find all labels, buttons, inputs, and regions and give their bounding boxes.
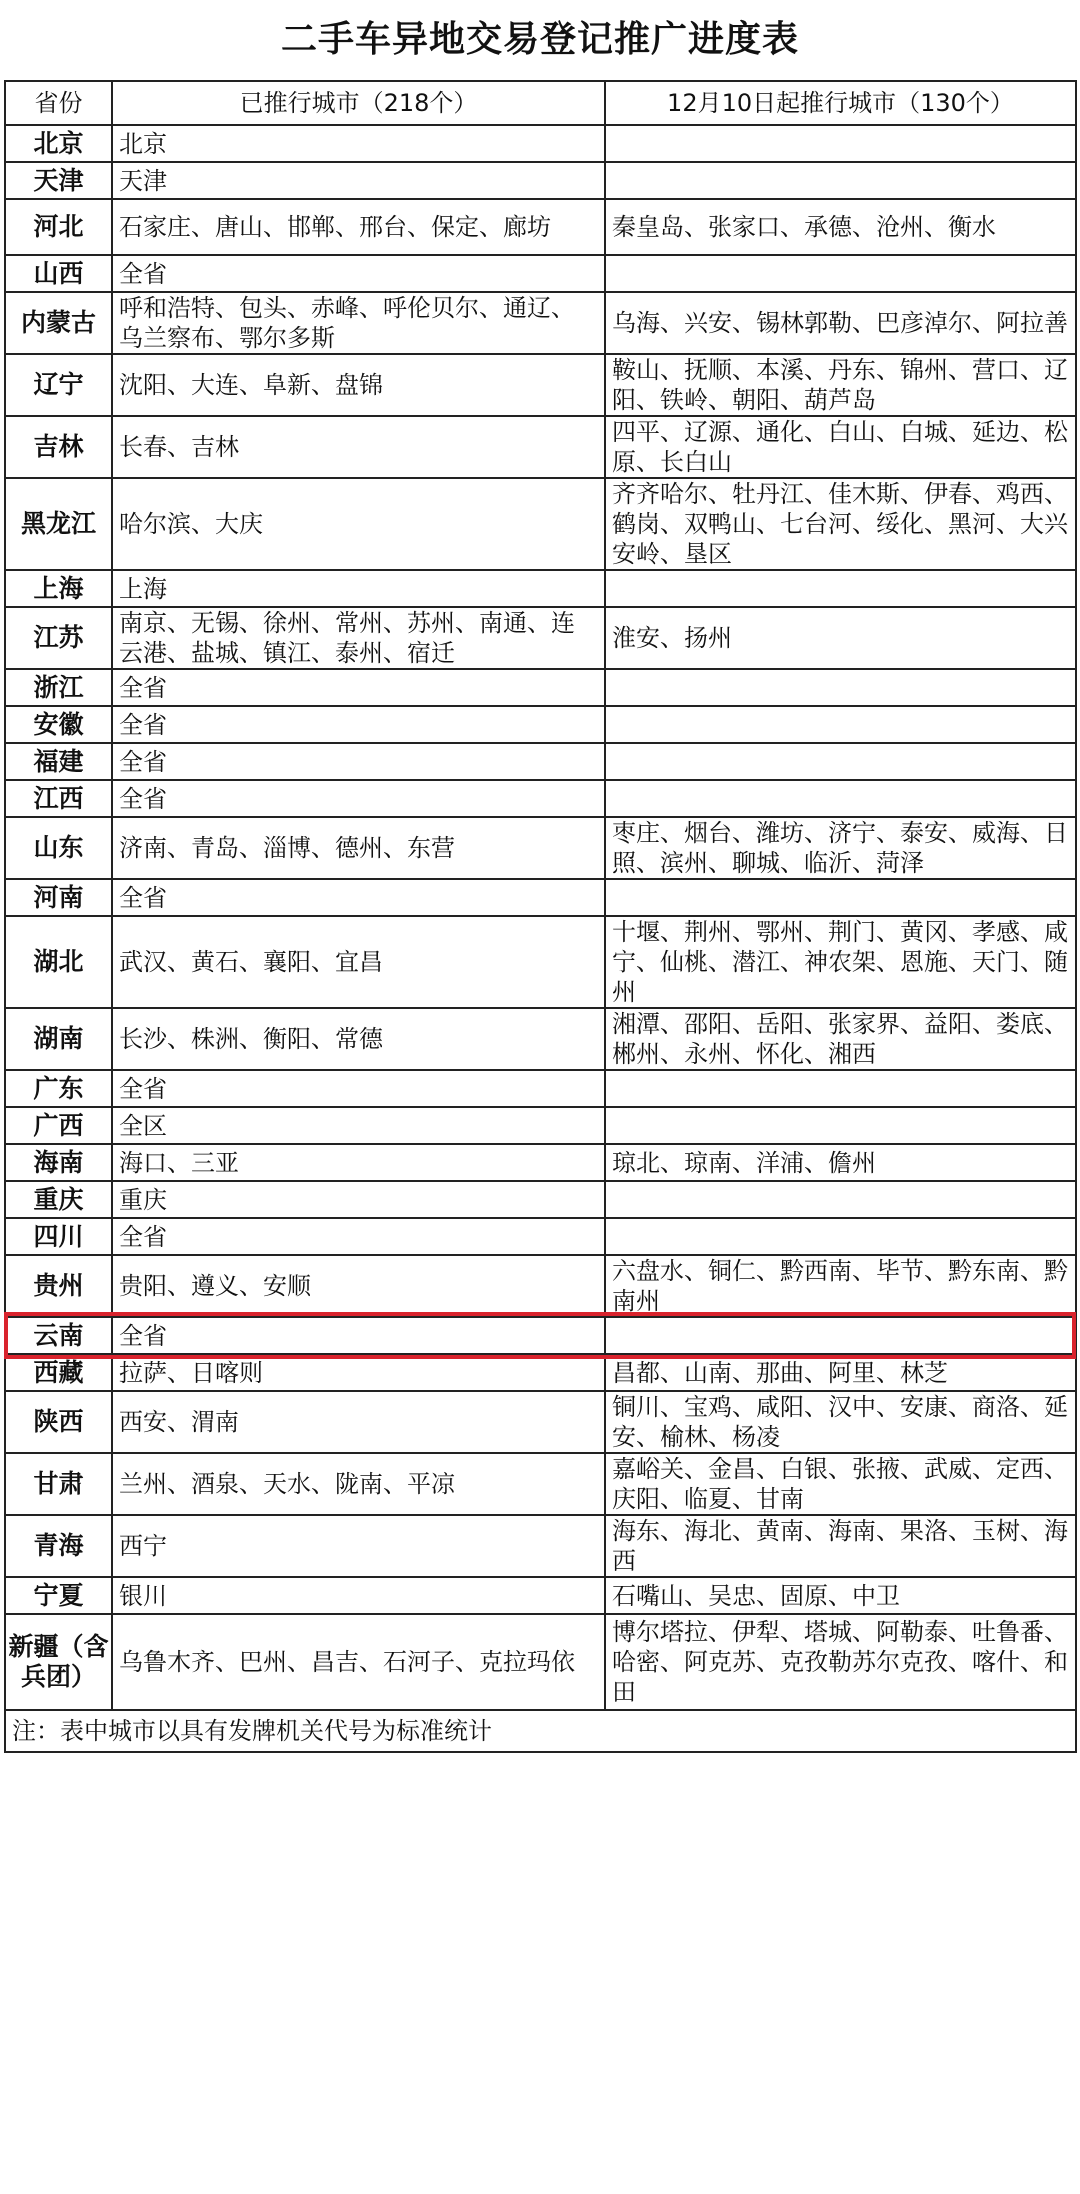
- province-cell: 福建: [5, 743, 112, 780]
- upcoming-cities-cell: [605, 255, 1076, 292]
- province-cell: 内蒙古: [5, 292, 112, 354]
- province-cell: 新疆（含兵团）: [5, 1614, 112, 1710]
- province-cell: 海南: [5, 1144, 112, 1181]
- done-cities-cell: 天津: [112, 162, 605, 199]
- done-cities-cell: 西安、渭南: [112, 1391, 605, 1453]
- table-row: [5, 162, 1076, 199]
- upcoming-cities-cell: [605, 669, 1076, 706]
- table-note: 注：表中城市以具有发牌机关代号为标准统计: [5, 1710, 1076, 1752]
- upcoming-cities-cell: 昌都、山南、那曲、阿里、林芝: [605, 1354, 1076, 1391]
- table-row: [5, 706, 1076, 743]
- done-cities-cell: 长沙、株洲、衡阳、常德: [112, 1008, 605, 1070]
- table-row: [5, 743, 1076, 780]
- province-cell: 天津: [5, 162, 112, 199]
- table-row: [5, 780, 1076, 817]
- upcoming-cities-cell: [605, 162, 1076, 199]
- done-cities-cell: 全省: [112, 1218, 605, 1255]
- province-cell: 湖北: [5, 916, 112, 1008]
- promotion-progress-table: [4, 80, 1077, 1753]
- table-row: [5, 1453, 1076, 1515]
- table-row: [5, 354, 1076, 416]
- upcoming-cities-cell: 海东、海北、黄南、海南、果洛、玉树、海西: [605, 1515, 1076, 1577]
- table-row: [5, 879, 1076, 916]
- province-cell: 吉林: [5, 416, 112, 478]
- upcoming-cities-cell: [605, 706, 1076, 743]
- province-cell: 贵州: [5, 1255, 112, 1317]
- table-row: [5, 478, 1076, 570]
- done-cities-cell: 北京: [112, 125, 605, 162]
- done-cities-cell: 武汉、黄石、襄阳、宜昌: [112, 916, 605, 1008]
- done-cities-cell: 全省: [112, 706, 605, 743]
- province-cell: 浙江: [5, 669, 112, 706]
- done-cities-cell: 长春、吉林: [112, 416, 605, 478]
- table-row: [5, 1354, 1076, 1391]
- done-cities-cell: 全省: [112, 743, 605, 780]
- upcoming-cities-cell: 嘉峪关、金昌、白银、张掖、武威、定西、庆阳、临夏、甘南: [605, 1453, 1076, 1515]
- table-row: [5, 1255, 1076, 1317]
- upcoming-cities-cell: 石嘴山、吴忠、固原、中卫: [605, 1577, 1076, 1614]
- table-row: [5, 1218, 1076, 1255]
- upcoming-cities-cell: [605, 570, 1076, 607]
- province-cell: 宁夏: [5, 1577, 112, 1614]
- done-cities-cell: 呼和浩特、包头、赤峰、呼伦贝尔、通辽、乌兰察布、鄂尔多斯: [112, 292, 605, 354]
- done-cities-cell: 兰州、酒泉、天水、陇南、平凉: [112, 1453, 605, 1515]
- done-cities-cell: 全区: [112, 1107, 605, 1144]
- done-cities-cell: 银川: [112, 1577, 605, 1614]
- upcoming-cities-cell: 铜川、宝鸡、咸阳、汉中、安康、商洛、延安、榆林、杨凌: [605, 1391, 1076, 1453]
- table-row: [5, 292, 1076, 354]
- province-cell: 西藏: [5, 1354, 112, 1391]
- table-row: [5, 1144, 1076, 1181]
- table-row: [5, 1181, 1076, 1218]
- province-cell: 湖南: [5, 1008, 112, 1070]
- done-cities-cell: 沈阳、大连、阜新、盘锦: [112, 354, 605, 416]
- table-row: [5, 1515, 1076, 1577]
- upcoming-cities-cell: 六盘水、铜仁、黔西南、毕节、黔东南、黔南州: [605, 1255, 1076, 1317]
- province-cell: 黑龙江: [5, 478, 112, 570]
- done-cities-cell: 全省: [112, 1070, 605, 1107]
- province-cell: 陕西: [5, 1391, 112, 1453]
- province-cell: 河北: [5, 199, 112, 255]
- done-cities-cell: 上海: [112, 570, 605, 607]
- province-cell: 江西: [5, 780, 112, 817]
- done-cities-cell: 西宁: [112, 1515, 605, 1577]
- upcoming-cities-cell: 十堰、荆州、鄂州、荆门、黄冈、孝感、咸宁、仙桃、潜江、神农架、恩施、天门、随州: [605, 916, 1076, 1008]
- done-cities-cell: 全省: [112, 1317, 605, 1354]
- table-row: [5, 817, 1076, 879]
- done-cities-cell: 拉萨、日喀则: [112, 1354, 605, 1391]
- upcoming-cities-cell: [605, 1070, 1076, 1107]
- province-cell: 重庆: [5, 1181, 112, 1218]
- upcoming-cities-cell: 鞍山、抚顺、本溪、丹东、锦州、营口、辽阳、铁岭、朝阳、葫芦岛: [605, 354, 1076, 416]
- upcoming-cities-cell: [605, 1317, 1076, 1354]
- done-cities-cell: 石家庄、唐山、邯郸、邢台、保定、廊坊: [112, 199, 605, 255]
- province-cell: 河南: [5, 879, 112, 916]
- upcoming-cities-cell: 琼北、琼南、洋浦、儋州: [605, 1144, 1076, 1181]
- done-cities-cell: 乌鲁木齐、巴州、昌吉、石河子、克拉玛依: [112, 1614, 605, 1710]
- table-row: [5, 416, 1076, 478]
- table-row: [5, 1391, 1076, 1453]
- province-cell: 山西: [5, 255, 112, 292]
- table-header-row: [5, 81, 1076, 125]
- done-cities-cell: 全省: [112, 669, 605, 706]
- table-row: [5, 1317, 1076, 1354]
- province-cell: 广东: [5, 1070, 112, 1107]
- province-cell: 辽宁: [5, 354, 112, 416]
- done-cities-cell: 全省: [112, 879, 605, 916]
- table-row: [5, 607, 1076, 669]
- upcoming-cities-cell: 秦皇岛、张家口、承德、沧州、衡水: [605, 199, 1076, 255]
- province-cell: 江苏: [5, 607, 112, 669]
- table-row: [5, 570, 1076, 607]
- header-province: 省份: [5, 81, 112, 125]
- done-cities-cell: 济南、青岛、淄博、德州、东营: [112, 817, 605, 879]
- upcoming-cities-cell: 乌海、兴安、锡林郭勒、巴彦淖尔、阿拉善: [605, 292, 1076, 354]
- province-cell: 安徽: [5, 706, 112, 743]
- done-cities-cell: 重庆: [112, 1181, 605, 1218]
- done-cities-cell: 全省: [112, 780, 605, 817]
- header-upcoming-cities: 12月10日起推行城市（130个）: [605, 81, 1076, 125]
- done-cities-cell: 南京、无锡、徐州、常州、苏州、南通、连云港、盐城、镇江、泰州、宿迁: [112, 607, 605, 669]
- upcoming-cities-cell: 湘潭、邵阳、岳阳、张家界、益阳、娄底、郴州、永州、怀化、湘西: [605, 1008, 1076, 1070]
- table-row: [5, 1107, 1076, 1144]
- table-row: [5, 125, 1076, 162]
- province-cell: 上海: [5, 570, 112, 607]
- done-cities-cell: 哈尔滨、大庆: [112, 478, 605, 570]
- table-row: [5, 199, 1076, 255]
- page-title: 二手车异地交易登记推广进度表: [280, 18, 799, 60]
- upcoming-cities-cell: 淮安、扬州: [605, 607, 1076, 669]
- province-cell: 北京: [5, 125, 112, 162]
- province-cell: 山东: [5, 817, 112, 879]
- table-row: [5, 1070, 1076, 1107]
- upcoming-cities-cell: [605, 125, 1076, 162]
- province-cell: 四川: [5, 1218, 112, 1255]
- upcoming-cities-cell: 枣庄、烟台、潍坊、济宁、泰安、威海、日照、滨州、聊城、临沂、菏泽: [605, 817, 1076, 879]
- table-row: [5, 669, 1076, 706]
- table-row: [5, 916, 1076, 1008]
- upcoming-cities-cell: [605, 780, 1076, 817]
- table-row: [5, 1614, 1076, 1710]
- province-cell: 甘肃: [5, 1453, 112, 1515]
- done-cities-cell: 贵阳、遵义、安顺: [112, 1255, 605, 1317]
- header-done-cities: 已推行城市（218个）: [112, 81, 605, 125]
- done-cities-cell: 海口、三亚: [112, 1144, 605, 1181]
- done-cities-cell: 全省: [112, 255, 605, 292]
- province-cell: 云南: [5, 1317, 112, 1354]
- table-row: [5, 1008, 1076, 1070]
- upcoming-cities-cell: [605, 1107, 1076, 1144]
- upcoming-cities-cell: [605, 1181, 1076, 1218]
- table-row: [5, 255, 1076, 292]
- upcoming-cities-cell: [605, 743, 1076, 780]
- upcoming-cities-cell: [605, 1218, 1076, 1255]
- upcoming-cities-cell: 博尔塔拉、伊犁、塔城、阿勒泰、吐鲁番、哈密、阿克苏、克孜勒苏尔克孜、喀什、和田: [605, 1614, 1076, 1710]
- province-cell: 广西: [5, 1107, 112, 1144]
- upcoming-cities-cell: 齐齐哈尔、牡丹江、佳木斯、伊春、鸡西、鹤岗、双鸭山、七台河、绥化、黑河、大兴安岭、垦区: [605, 478, 1076, 570]
- upcoming-cities-cell: 四平、辽源、通化、白山、白城、延边、松原、长白山: [605, 416, 1076, 478]
- upcoming-cities-cell: [605, 879, 1076, 916]
- province-cell: 青海: [5, 1515, 112, 1577]
- table-row: [5, 1577, 1076, 1614]
- table-note-row: [5, 1710, 1076, 1752]
